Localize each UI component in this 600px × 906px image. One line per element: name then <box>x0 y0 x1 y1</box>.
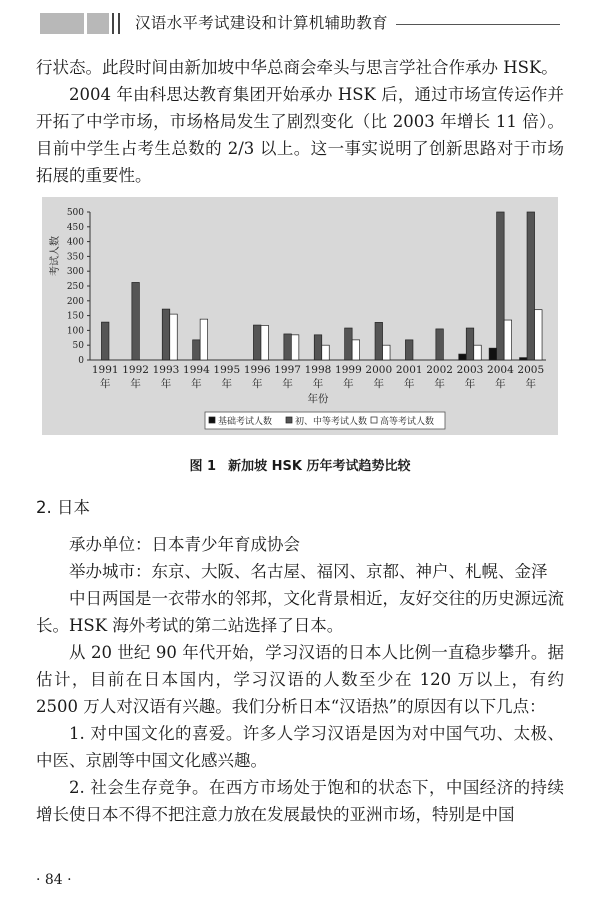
x-tick-suffix: 年 <box>221 378 233 390</box>
section-heading: 2. 日本 <box>36 498 90 517</box>
paragraph: 承办单位：日本青少年育成协会 <box>69 535 300 554</box>
x-tick-suffix: 年 <box>373 378 385 390</box>
x-tick-suffix: 年 <box>130 378 141 390</box>
figure-label: 图 1 <box>189 459 217 474</box>
x-tick-label: 1993 <box>152 364 180 376</box>
body-text-bottom <box>36 531 564 828</box>
x-tick-label: 1994 <box>183 364 210 376</box>
bar-高等考试人数-2000 <box>383 345 391 360</box>
bar-初、中等考试人数-2003 <box>466 328 474 360</box>
body-text-top <box>36 54 564 189</box>
paragraph: 举办城市：东京、大阪、名古屋、福冈、京都、神户、札幌、金泽 <box>69 562 548 581</box>
bar-初、中等考试人数-1992 <box>132 282 140 360</box>
x-tick-label: 1999 <box>335 364 362 376</box>
bar-初、中等考试人数-2000 <box>375 322 383 360</box>
bar-初、中等考试人数-1997 <box>284 334 292 360</box>
bar-高等考试人数-1996 <box>261 325 269 360</box>
bar-高等考试人数-2004 <box>504 320 512 360</box>
x-tick-suffix: 年 <box>251 378 263 390</box>
bar-高等考试人数-1999 <box>352 340 360 360</box>
header-decor-block <box>87 13 109 34</box>
paragraph: 2004 年由科思达教育集团开始承办 HSK 后，通过市场宣传运作并开拓了中学市场，市场格局发生了剧烈变化（比 2003 年增长 11 倍）。目前中学生占考生总数的 2/3 以上。这一事实说明了创新思路对于市场拓展的重要性。 <box>36 85 564 185</box>
x-tick-label: 1992 <box>122 364 149 376</box>
y-tick-label: 300 <box>66 267 84 278</box>
x-tick-suffix: 年 <box>343 378 354 390</box>
y-tick-label: 150 <box>66 311 84 322</box>
figure-caption <box>0 455 600 474</box>
running-header <box>40 10 560 40</box>
paragraph: 1. 对中国文化的喜爱。许多人学习汉语是因为对中国气功、太极、中医、京剧等中国文化感兴趣。 <box>36 724 564 770</box>
bar-基础考试人数-2003 <box>459 354 467 360</box>
x-tick-suffix: 年 <box>282 378 293 390</box>
x-axis-label: 年份 <box>307 393 329 405</box>
x-tick-suffix: 年 <box>525 378 537 390</box>
x-tick-label: 2005 <box>517 364 545 376</box>
x-tick-label: 2003 <box>456 364 484 376</box>
paragraph: 2. 社会生存竞争。在西方市场处于饱和的状态下，中国经济的持续增长使日本不得不把注意力放在发展最快的亚洲市场，特别是中国 <box>36 778 564 824</box>
y-tick-label: 250 <box>66 282 84 292</box>
y-tick-label: 400 <box>66 237 84 248</box>
bar-初、中等考试人数-2002 <box>436 329 444 360</box>
x-tick-label: 1991 <box>91 364 119 376</box>
legend-swatch <box>371 417 377 423</box>
legend-label: 初、中等考试人数 <box>295 417 368 427</box>
y-tick-label: 450 <box>66 222 84 233</box>
x-tick-label: 1998 <box>304 364 332 376</box>
header-divider <box>112 13 114 34</box>
y-tick-label: 200 <box>66 296 84 307</box>
y-tick-label: 50 <box>72 341 84 352</box>
header-divider <box>118 13 120 34</box>
x-tick-suffix: 年 <box>464 378 476 390</box>
legend-swatch <box>209 417 215 423</box>
legend-label: 高等考试人数 <box>380 417 435 427</box>
x-tick-label: 2000 <box>365 364 393 376</box>
header-rule <box>396 24 560 25</box>
x-tick-suffix: 年 <box>434 378 445 390</box>
y-tick-label: 350 <box>66 252 84 263</box>
page-number: · 84 · <box>36 872 72 888</box>
legend-label: 基础考试人数 <box>218 417 273 427</box>
x-tick-label: 2001 <box>395 364 423 376</box>
x-tick-label: 2002 <box>426 364 453 376</box>
bar-基础考试人数-2005 <box>520 358 528 360</box>
y-tick-label: 0 <box>78 356 84 366</box>
bar-高等考试人数-2003 <box>474 345 482 360</box>
bar-高等考试人数-2005 <box>535 310 543 360</box>
header-decor-block <box>40 13 84 34</box>
x-tick-label: 1997 <box>274 364 301 376</box>
bar-初、中等考试人数-2001 <box>405 340 413 360</box>
paragraph: 从 20 世纪 90 年代开始，学习汉语的日本人比例一直稳步攀升。据估计，目前在日本国内，学习汉语的人数至少在 120 万以上，有约 2500 万人对汉语有兴趣。我们分析日本“汉语热”的原因有以下几点： <box>36 643 564 716</box>
bar-高等考试人数-1998 <box>322 345 330 360</box>
bar-初、中等考试人数-1993 <box>162 309 170 360</box>
y-axis-label: 考试人数 <box>50 236 61 276</box>
paragraph: 中日两国是一衣带水的邻邦，文化背景相近，友好交往的历史源远流长。HSK 海外考试的第二站选择了日本。 <box>36 589 564 635</box>
x-tick-label: 2004 <box>487 364 514 376</box>
bar-初、中等考试人数-1991 <box>101 322 109 360</box>
x-tick-label: 1996 <box>243 364 271 376</box>
header-title: 汉语水平考试建设和计算机辅助教育 <box>135 14 388 32</box>
y-tick-label: 500 <box>66 208 84 218</box>
bar-高等考试人数-1993 <box>170 314 178 360</box>
x-tick-label: 1995 <box>213 364 241 376</box>
hsk-trend-chart <box>42 197 558 435</box>
y-tick-label: 100 <box>66 326 84 337</box>
bar-基础考试人数-2004 <box>489 348 497 360</box>
x-tick-suffix: 年 <box>403 378 415 390</box>
bar-高等考试人数-1994 <box>200 319 208 360</box>
figure-title: 新加坡 HSK 历年考试趋势比较 <box>228 459 411 474</box>
chart-svg <box>42 197 558 435</box>
bar-初、中等考试人数-1994 <box>193 340 201 360</box>
x-tick-suffix: 年 <box>312 378 324 390</box>
paragraph: 行状态。此段时间由新加坡中华总商会牵头与思言学社合作承办 HSK。 <box>36 58 558 77</box>
bar-高等考试人数-1997 <box>291 335 299 360</box>
bar-初、中等考试人数-2005 <box>527 212 535 360</box>
bar-初、中等考试人数-2004 <box>497 212 505 360</box>
bar-初、中等考试人数-1998 <box>314 335 322 360</box>
x-tick-suffix: 年 <box>495 378 506 390</box>
x-tick-suffix: 年 <box>160 378 172 390</box>
bar-初、中等考试人数-1996 <box>253 325 261 360</box>
x-tick-suffix: 年 <box>99 378 111 390</box>
x-tick-suffix: 年 <box>191 378 202 390</box>
bar-初、中等考试人数-1999 <box>345 328 353 360</box>
legend-swatch <box>286 417 292 423</box>
